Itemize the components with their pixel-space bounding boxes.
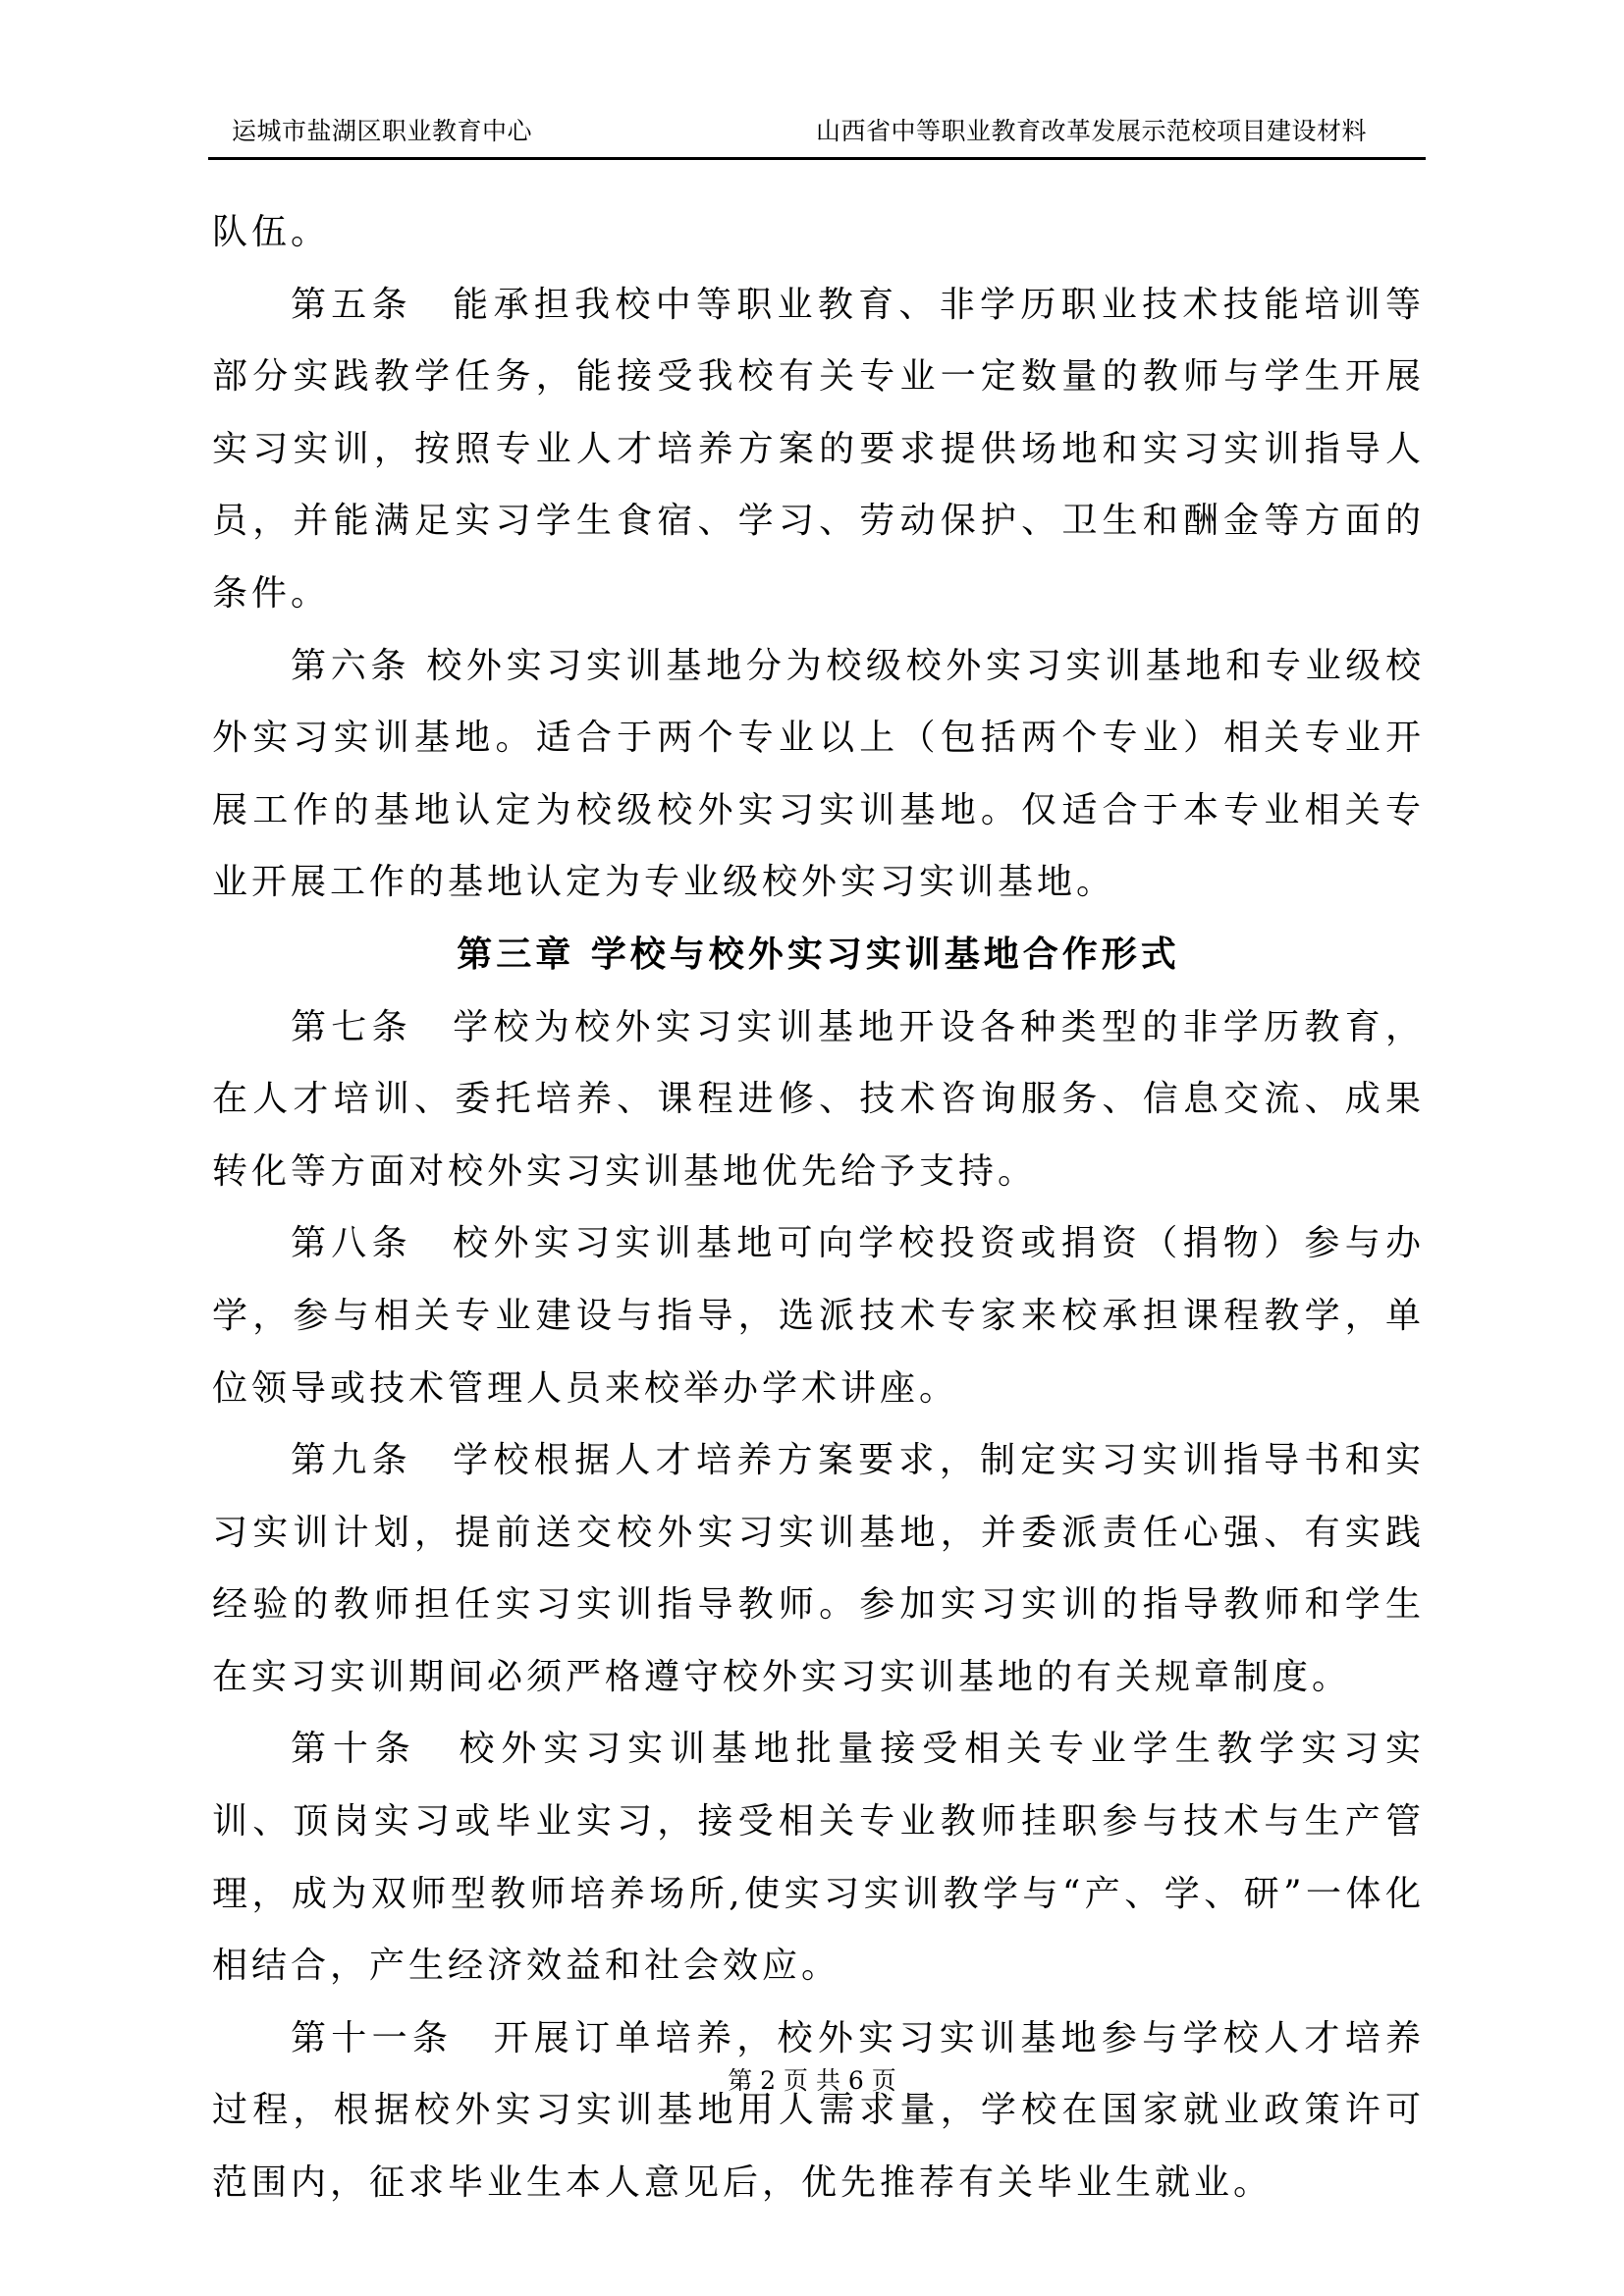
header-project-title: 山西省中等职业教育改革发展示范校项目建设材料 (815, 117, 1367, 145)
page-number: 第 2 页 共 6 页 (728, 2066, 896, 2095)
page-header (208, 110, 1426, 153)
header-school-name: 运城市盐湖区职业教育中心 (232, 117, 533, 145)
chapter-3-heading: 第三章 学校与校外实习实训基地合作形式 (457, 933, 1180, 975)
article-11: 第十一条 开展订单培养，校外实习实训基地参与学校人才培养过程，根据校外实习实训基地用人需求量，学校在国家就业政策许可范围内，征求毕业生本人意见后，优先推荐有关毕业生就业。 (212, 2017, 1425, 2204)
article-5: 第五条 能承担我校中等职业教育、非学历职业技术技能培训等部分实践教学任务，能接受我校有关专业一定数量的教师与学生开展实习实训，按照专业人才培养方案的要求提供场地和实习实训指导人员，并能满足实习学生食宿、学习、劳动保护、卫生和酬金等方面的条件。 (212, 284, 1425, 614)
article-7: 第七条 学校为校外实习实训基地开设各种类型的非学历教育，在人才培训、委托培养、课程进修、技术咨询服务、信息交流、成果转化等方面对校外实习实训基地优先给予支持。 (212, 1006, 1425, 1192)
article-10: 第十条 校外实习实训基地批量接受相关专业学生教学实习实训、顶岗实习或毕业实习，接受相关专业教师挂职参与技术与生产管理，成为双师型教师培养场所,使实习实训教学与“产、学、研”一体化相结合，产生经济效益和社会效应。 (212, 1729, 1425, 1987)
article-9: 第九条 学校根据人才培养方案要求，制定实习实训指导书和实习实训计划，提前送交校外实习实训基地，并委派责任心强、有实践经验的教师担任实习实训指导教师。参加实习实训的指导教师和学生在实习实训期间必须严格遵守校外实习实训基地的有关规章制度。 (212, 1440, 1425, 1697)
article-8: 第八条 校外实习实训基地可向学校投资或捐资（捐物）参与办学，参与相关专业建设与指导，选派技术专家来校承担课程教学，单位领导或技术管理人员来校举办学术讲座。 (212, 1223, 1425, 1409)
header-divider (208, 157, 1426, 160)
article-6: 第六条 校外实习实训基地分为校级校外实习实训基地和专业级校外实习实训基地。适合于两个专业以上（包括两个专业）相关专业开展工作的基地认定为校级校外实习实训基地。仅适合于本专业相关专业开展工作的基地认定为专业级校外实习实训基地。 (212, 645, 1425, 903)
paragraph-continuation: 队伍。 (212, 212, 331, 252)
document-body (212, 196, 1425, 2219)
